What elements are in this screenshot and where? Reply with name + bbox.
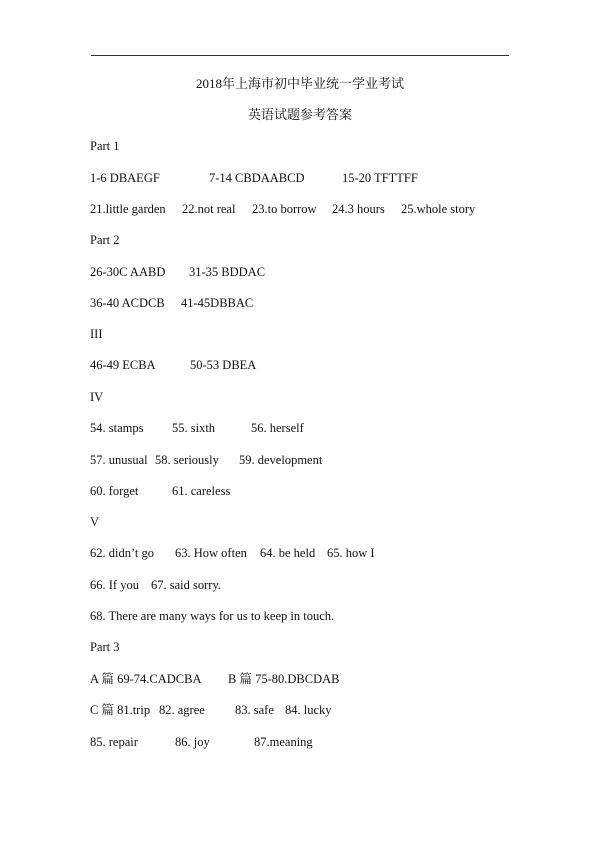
answer-row-81-84 bbox=[90, 702, 332, 718]
answer-63: 63. How often bbox=[175, 546, 247, 560]
page-subtitle: 英语试题参考答案 bbox=[247, 107, 352, 122]
answer-row-46-53 bbox=[90, 357, 257, 373]
answer-25: 25.whole story bbox=[401, 202, 476, 216]
answers-1-6: 1-6 DBAEGF bbox=[90, 171, 160, 185]
section-v-heading: V bbox=[90, 515, 100, 529]
answer-row-36-45 bbox=[90, 295, 254, 311]
answer-row-60-61 bbox=[90, 483, 231, 499]
answer-row-21-25 bbox=[90, 201, 476, 217]
answer-row-62-65 bbox=[90, 545, 375, 561]
answer-83: 83. safe bbox=[235, 703, 274, 717]
answer-68: 68. There are many ways for us to keep in touch. bbox=[90, 609, 335, 623]
answer-56: 56. herself bbox=[251, 421, 304, 435]
part1-heading: Part 1 bbox=[90, 139, 120, 153]
answer-57: 57. unusual bbox=[90, 453, 148, 467]
answer-66: 66. If you bbox=[90, 578, 139, 592]
answer-row-66-67 bbox=[90, 577, 222, 593]
answer-row-26-35 bbox=[90, 264, 266, 280]
answer-82: 82. agree bbox=[159, 703, 205, 717]
answer-row-54-56 bbox=[90, 420, 304, 436]
answer-22: 22.not real bbox=[182, 202, 236, 216]
answer-21: 21.little garden bbox=[90, 202, 166, 216]
section-iii-heading: III bbox=[90, 327, 103, 341]
answer-24: 24.3 hours bbox=[332, 202, 385, 216]
answer-85: 85. repair bbox=[90, 735, 138, 749]
answer-67: 67. said sorry. bbox=[151, 578, 222, 592]
answers-46-49: 46-49 ECBA bbox=[90, 358, 156, 372]
header-rule bbox=[91, 55, 509, 56]
answer-c-81: C 篇 81.trip bbox=[90, 703, 151, 717]
answer-60: 60. forget bbox=[90, 484, 139, 498]
answer-86: 86. joy bbox=[175, 735, 210, 749]
answer-row-57-59 bbox=[90, 452, 323, 468]
answer-61: 61. careless bbox=[172, 484, 231, 498]
answers-7-14: 7-14 CBDAABCD bbox=[209, 171, 305, 185]
part2-heading: Part 2 bbox=[90, 233, 120, 247]
answer-64: 64. be held bbox=[260, 546, 316, 560]
answer-59: 59. development bbox=[239, 453, 323, 467]
page-title: 2018年上海市初中毕业统一学业考试 bbox=[195, 76, 404, 91]
answers-26-30: 26-30C AABD bbox=[90, 265, 166, 279]
part3-heading: Part 3 bbox=[90, 640, 120, 654]
answer-row-85-87 bbox=[90, 734, 313, 750]
answer-23: 23.to borrow bbox=[252, 202, 317, 216]
section-iv-heading: IV bbox=[90, 390, 104, 404]
answers-41-45: 41-45DBBAC bbox=[181, 296, 254, 310]
answer-65: 65. how I bbox=[327, 546, 375, 560]
answers-b-75-80: B 篇 75-80.DBCDAB bbox=[228, 672, 340, 686]
answer-62: 62. didn’t go bbox=[90, 546, 155, 560]
answer-84: 84. lucky bbox=[285, 703, 332, 717]
answers-a-69-74: A 篇 69-74.CADCBA bbox=[90, 672, 202, 686]
answers-36-40: 36-40 ACDCB bbox=[90, 296, 165, 310]
answer-54: 54. stamps bbox=[90, 421, 144, 435]
answer-row-69-80 bbox=[90, 671, 340, 687]
answers-15-20: 15-20 TFTTFF bbox=[342, 171, 418, 185]
answer-87: 87.meaning bbox=[254, 735, 313, 749]
answer-58: 58. seriously bbox=[155, 453, 219, 467]
answers-50-53: 50-53 DBEA bbox=[190, 358, 257, 372]
answer-row-1-20 bbox=[90, 170, 418, 186]
answer-55: 55. sixth bbox=[172, 421, 216, 435]
answers-31-35: 31-35 BDDAC bbox=[189, 265, 266, 279]
